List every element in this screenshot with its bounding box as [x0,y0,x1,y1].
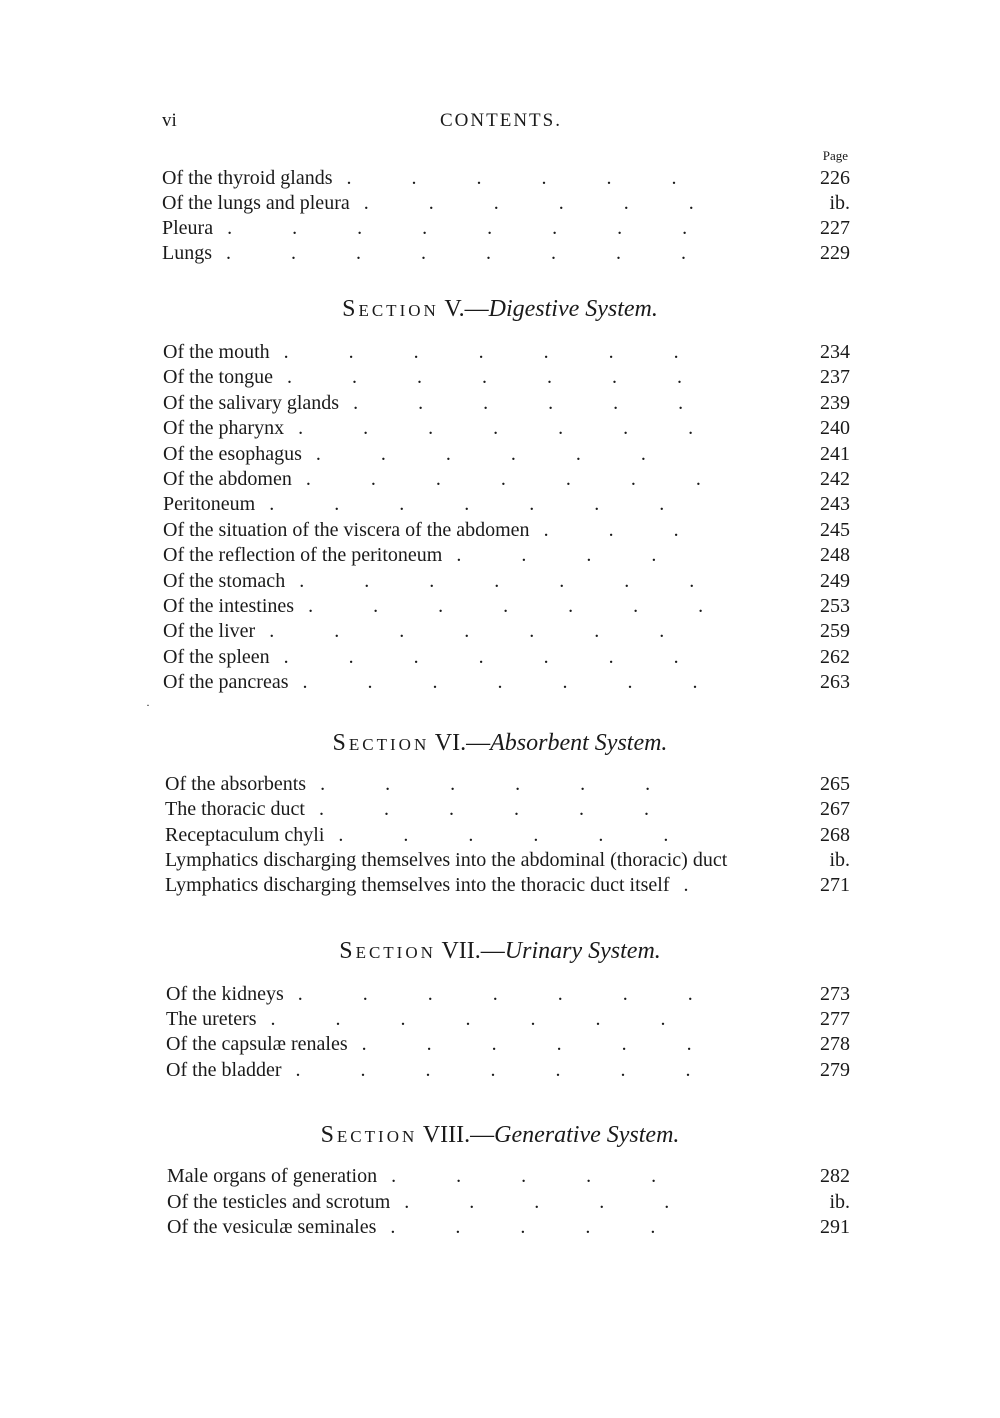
section-word: Section [342,296,439,322]
toc-entry-page: 226 [820,167,850,189]
leader-dots: . . . . . . . [283,645,739,668]
toc-entry-page: 239 [820,391,850,414]
toc-entry [163,594,850,619]
section-word: Section [320,1122,418,1148]
toc-entry [163,416,850,441]
section-title: Generative System. [494,1122,680,1148]
section-dash: — [466,730,491,756]
toc-entry-label: Lungs [162,242,212,264]
toc-entry-page: 227 [820,217,850,239]
leader-dots: . . . . . . [318,798,709,821]
toc-entry-page: ib. [829,1190,850,1213]
toc-entry-label: Of the intestines [163,595,295,617]
section-number: VII. [441,938,481,964]
toc-entry-page: 271 [820,874,850,897]
toc-entry-page: 291 [820,1216,850,1238]
section-heading [0,296,1000,323]
toc-entry [165,772,850,797]
toc-entry [162,241,850,266]
leader-dots: . . . . . . . [299,569,755,592]
toc-entry [163,518,850,543]
toc-entry [163,467,850,492]
toc-entry-page: 262 [820,645,850,668]
toc-entry [166,1058,850,1083]
toc-entry-label: Of the abdomen [163,468,292,490]
section-word: Section [332,730,430,756]
leader-dots: . [683,874,749,897]
toc-entry-label: Pleura [162,217,214,239]
toc-entry-page: 268 [820,823,850,846]
toc-entry-label: Of the thyroid glands [162,167,333,189]
toc-entry [165,797,850,822]
toc-entry-page: 237 [820,366,850,389]
toc-entry-page: 282 [820,1165,850,1187]
toc-entry-label: Of the liver [163,620,256,643]
toc-entry-label: Of the stomach [163,569,286,592]
section-title: Absorbent System. [490,730,668,756]
leader-dots: . . . . . [391,1165,717,1187]
toc-entry [162,166,850,191]
leader-dots: . . . . . . . . [227,217,748,239]
leader-dots: . . . . . . . [297,983,753,1005]
toc-entry [163,670,850,695]
toc-entry-label: Of the tongue [163,366,273,389]
leader-dots: . . . . . . . [302,671,758,694]
toc-entry-page: 240 [820,417,850,440]
toc-entry-page: 242 [820,468,850,490]
toc-entry [167,1164,850,1189]
leader-dots: . . . . . . . [308,595,764,617]
section-number: V. [444,296,465,322]
toc-entry-label: Of the esophagus [163,442,302,465]
leader-dots: . . . . . . . [298,417,754,440]
leader-dots: . . . . . . [320,773,711,795]
toc-entry [166,1032,850,1057]
toc-entry [167,1215,850,1240]
toc-entry [163,645,850,670]
leader-dots: . . . . . . [346,167,737,189]
section-title: Urinary System. [504,938,661,964]
toc-entry-page: ib. [829,192,850,214]
toc-entry [165,823,850,848]
leader-dots: . . . . . [404,1190,730,1213]
toc-entry [166,982,850,1007]
leader-dots: . . . . . . . [269,493,725,516]
toc-entry-label: Of the salivary glands [163,391,340,414]
toc-entry [163,442,850,467]
toc-entry-page: 243 [820,493,850,516]
toc-entry [166,1007,850,1032]
toc-entry [167,1190,850,1215]
toc-entry-page: 278 [820,1033,850,1056]
toc-entry-label: Of the testicles and scrotum [167,1190,391,1213]
toc-entry [162,216,850,241]
toc-entry-page: 229 [820,242,850,264]
section-dash: — [464,296,489,322]
toc-entry-label: Of the capsulæ renales [166,1033,348,1056]
toc-entry-page: 279 [820,1058,850,1081]
print-mark: · [146,698,150,712]
section-number: VI. [434,730,467,756]
leader-dots: . . . . . . [338,823,729,846]
toc-entry-label: The thoracic duct [165,798,305,821]
toc-entry [163,365,850,390]
toc-entry-page: 248 [820,544,850,567]
toc-entry [163,619,850,644]
toc-entry [165,873,850,898]
leader-dots: . . . . . . . [295,1058,751,1081]
toc-entry [163,492,850,517]
toc-entry-label: Of the reflection of the peritoneum [163,544,443,567]
toc-entry [163,340,850,365]
leader-dots: . . . . . . . [269,620,725,643]
folio-number: vi [162,110,177,131]
leader-dots: . . . . . . . [286,366,742,389]
running-head-title: CONTENTS. [440,110,562,131]
section-heading [0,938,1000,965]
leader-dots: . . . . . [390,1216,716,1238]
leader-dots: . . . . . . . [270,1008,726,1031]
section-title: Digestive System. [488,296,658,322]
toc-entry-page: ib. [829,848,850,871]
toc-entry [163,391,850,416]
leader-dots: . . . . . . . . [226,242,746,264]
toc-entry [165,848,850,873]
toc-entry-label: Of the pharynx [163,417,285,440]
toc-entry-label: The ureters [166,1008,257,1031]
section-heading [0,1122,1000,1149]
leader-dots: . . . . . . . [305,468,761,490]
toc-entry-page: 253 [820,595,850,617]
leader-dots: . . . . [456,544,717,567]
toc-entry-label: Of the kidneys [166,983,284,1005]
toc-entry-label: Male organs of generation [167,1165,378,1187]
toc-entry-label: Of the vesiculæ seminales [167,1216,377,1238]
toc-entry-label: Receptaculum chyli [165,823,325,846]
toc-entry [163,569,850,594]
leader-dots: . . . . . . . [283,341,739,363]
toc-entry-page: 277 [820,1008,850,1031]
toc-entry-label: Of the absorbents [165,773,307,795]
leader-dots: . . . . . . [361,1033,752,1056]
page-column-label: Page [822,148,848,163]
toc-entry-label: Of the spleen [163,645,270,668]
toc-entry-page: 267 [820,798,850,821]
toc-entry-page: 265 [820,773,850,795]
leader-dots: . . . [543,518,739,541]
toc-entry-page: 234 [820,341,850,363]
toc-entry-label: Of the situation of the viscera of the abdomen [163,518,530,541]
leader-dots: . . . . . . [363,192,754,214]
section-dash: — [470,1122,495,1148]
section-word: Section [339,938,436,964]
toc-entry-label: Lymphatics discharging themselves into the abdominal (thoracic) duct [165,848,728,871]
leader-dots: . . . . . . [353,391,744,414]
toc-entry [163,543,850,568]
toc-entry-page: 263 [820,671,850,694]
toc-entry [162,191,850,216]
toc-entry-page: 259 [820,620,850,643]
toc-entry-page: 249 [820,569,850,592]
leader-dots: . . . . . . [315,442,706,465]
section-number: VIII. [422,1122,471,1148]
toc-entry-page: 273 [820,983,850,1005]
toc-entry-label: Of the pancreas [163,671,289,694]
toc-entry-label: Peritoneum [163,493,256,516]
toc-entry-label: Of the bladder [166,1058,282,1081]
toc-entry-label: Of the mouth [163,341,270,363]
toc-entry-label: Lymphatics discharging themselves into the thoracic duct itself [165,874,670,897]
toc-entry-label: Of the lungs and pleura [162,192,350,214]
section-dash: — [480,938,505,964]
toc-entry-page: 241 [820,442,850,465]
section-heading [0,730,1000,757]
toc-entry-page: 245 [820,518,850,541]
